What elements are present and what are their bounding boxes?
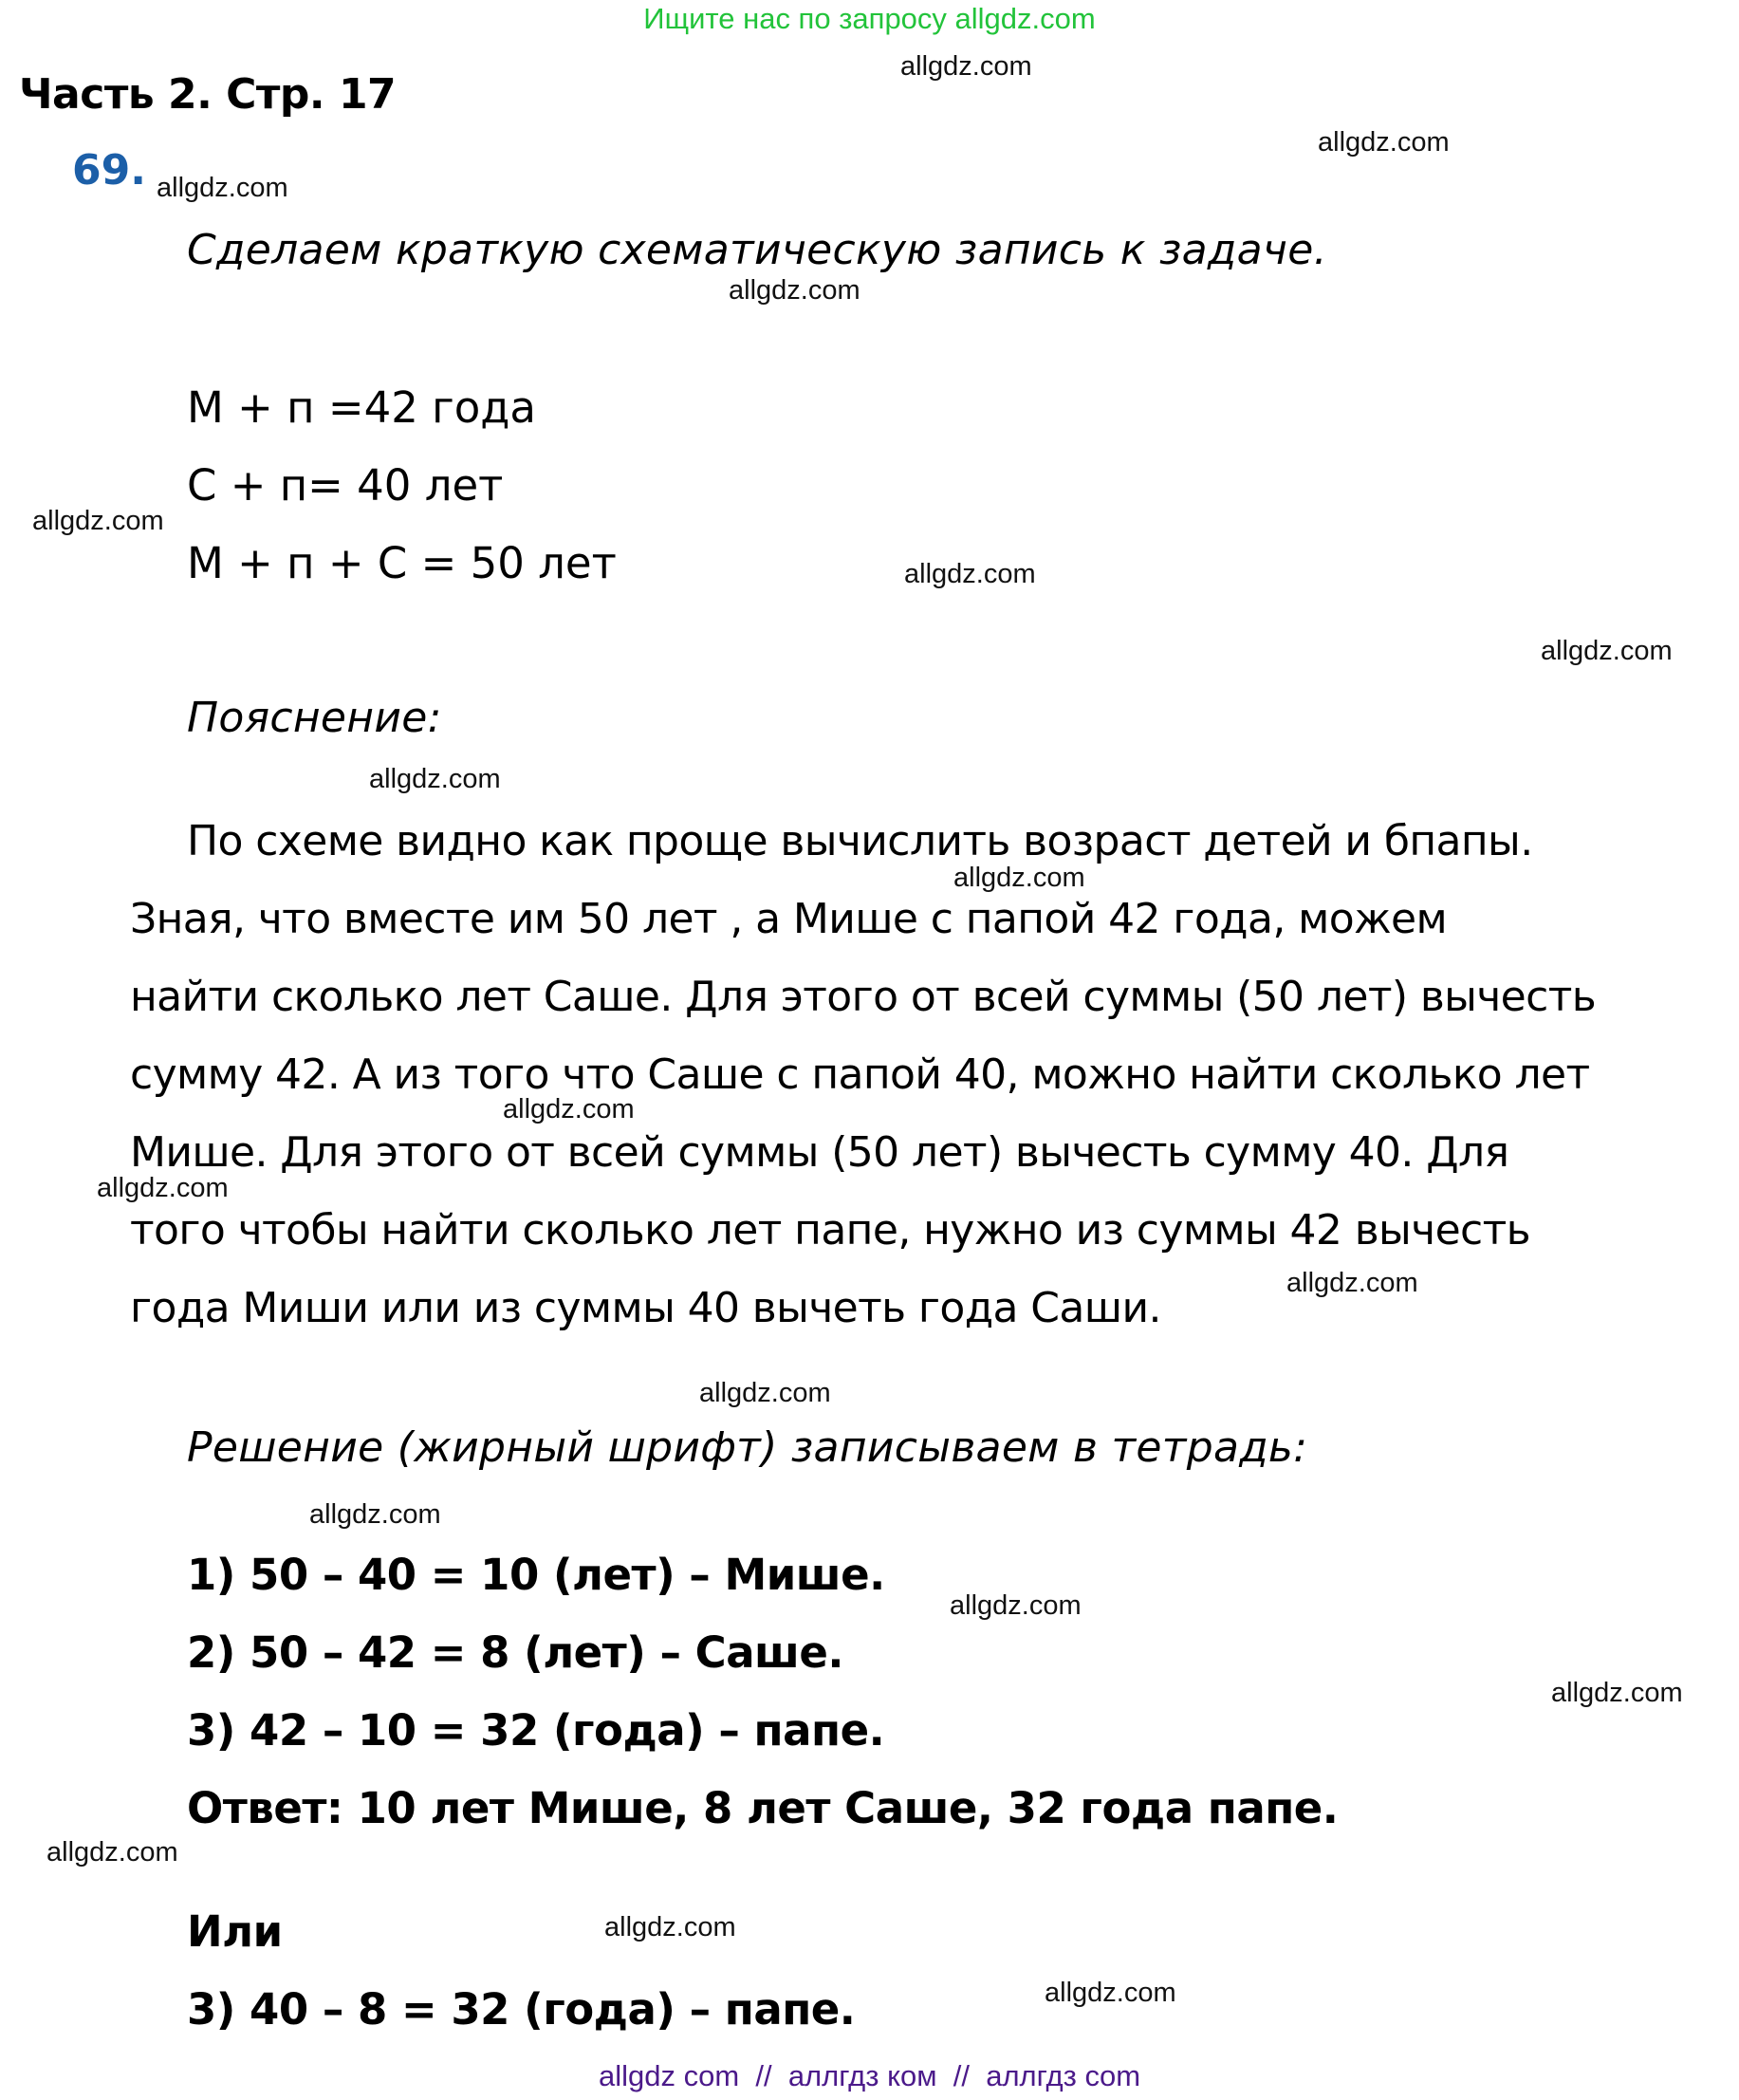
watermark: allgdz.com (369, 764, 501, 794)
watermark: allgdz.com (904, 559, 1036, 589)
watermark: allgdz.com (1286, 1268, 1418, 1298)
page-title: Часть 2. Стр. 17 (19, 70, 397, 119)
watermark: allgdz.com (1551, 1678, 1683, 1708)
alternative-label: Или (187, 1906, 283, 1957)
solution-step: 1) 50 – 40 = 10 (лет) – Мише. (187, 1550, 885, 1600)
explanation-line: По схеме видно как проще вычислить возраст детей и бпапы. (187, 817, 1533, 865)
explanation-heading: Пояснение: (187, 694, 442, 742)
watermark: allgdz.com (950, 1590, 1082, 1621)
watermark: allgdz.com (1045, 1978, 1176, 2008)
watermark: allgdz.com (97, 1173, 229, 1203)
watermark: allgdz.com (1318, 127, 1450, 158)
watermark: allgdz.com (32, 506, 164, 536)
answer-line: Ответ: 10 лет Мише, 8 лет Саше, 32 года папе. (187, 1783, 1339, 1833)
explanation-line: найти сколько лет Саше. Для этого от всей суммы (50 лет) вычесть (130, 973, 1597, 1021)
explanation-line: Зная, что вместе им 50 лет , а Мише с папой 42 года, можем (130, 895, 1448, 943)
watermark: allgdz.com (699, 1378, 831, 1408)
solution-step: 2) 50 – 42 = 8 (лет) – Саше. (187, 1627, 843, 1678)
formula-line: С + п= 40 лет (187, 460, 504, 511)
formula-line: М + п =42 года (187, 382, 536, 433)
alternative-step: 3) 40 – 8 = 32 (года) – папе. (187, 1984, 856, 2035)
intro-text: Сделаем краткую схематическую запись к задаче. (187, 226, 1327, 274)
watermark: allgdz.com (309, 1499, 441, 1530)
solution-heading: Решение (жирный шрифт) записываем в тетрадь: (187, 1423, 1308, 1472)
explanation-line: Мише. Для этого от всей суммы (50 лет) вычесть сумму 40. Для (130, 1128, 1509, 1177)
watermark: allgdz.com (46, 1837, 178, 1868)
watermark: allgdz.com (953, 863, 1085, 893)
explanation-line: сумму 42. А из того что Саше с папой 40, можно найти сколько лет (130, 1050, 1590, 1099)
solution-step: 3) 42 – 10 = 32 (года) – папе. (187, 1705, 885, 1756)
explanation-line: того чтобы найти сколько лет папе, нужно из суммы 42 вычесть (130, 1206, 1531, 1254)
search-banner[interactable]: Ищите нас по запросу allgdz.com (643, 2, 1096, 35)
watermark: allgdz.com (1541, 636, 1673, 666)
explanation-line: года Миши или из суммы 40 вычеть года Саши. (130, 1284, 1161, 1332)
watermark: allgdz.com (503, 1094, 635, 1124)
watermark: allgdz.com (900, 51, 1032, 82)
footer-links[interactable]: allgdz com // аллгдз ком // аллгдз com (598, 2059, 1141, 2092)
watermark: allgdz.com (157, 173, 288, 203)
formula-line: М + п + С = 50 лет (187, 538, 617, 588)
task-number: 69. (72, 146, 146, 195)
watermark: allgdz.com (604, 1912, 736, 1942)
watermark: allgdz.com (729, 275, 860, 306)
